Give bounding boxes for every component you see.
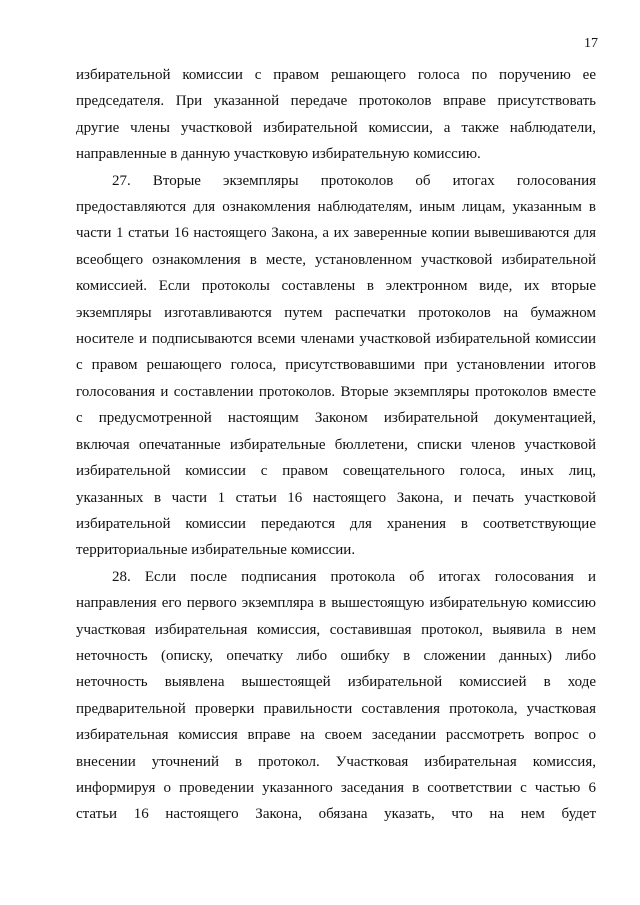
text-line: 28. Если после подписания протокола об итогах голосования и xyxy=(112,568,596,585)
text-line: неточность выявлена вышестоящей избирательной комиссией в ходе xyxy=(76,674,596,691)
text-line: председателя. При указанной передаче протоколов вправе присутствовать xyxy=(76,93,596,110)
text-line: части 1 статьи 16 настоящего Закона, а их заверенные копии вывешиваются для xyxy=(76,225,596,242)
paragraph-continuation xyxy=(76,62,596,168)
text-line: избирательной комиссии с правом совещательного голоса, иных лиц, xyxy=(76,463,596,480)
text-line: направленные в данную участковую избирательную комиссию. xyxy=(76,146,481,163)
text-line: всеобщего ознакомления в месте, установленном участковой избирательной xyxy=(76,251,596,268)
text-line: комиссией. Если протоколы составлены в электронном виде, их вторые xyxy=(76,278,596,295)
text-line: с предусмотренной настоящим Законом избирательной документацией, xyxy=(76,410,596,427)
text-line: статьи 16 настоящего Закона, обязана указать, что на нем будет xyxy=(76,806,596,823)
text-line: включая опечатанные избирательные бюллетени, списки членов участковой xyxy=(76,436,596,453)
text-line: избирательной комиссии передаются для хранения в соответствующие xyxy=(76,515,596,532)
page-number: 17 xyxy=(584,36,598,51)
text-line: избирательная комиссия вправе на своем заседании рассмотреть вопрос о xyxy=(76,727,596,744)
text-line: внесении уточнений в протокол. Участковая избирательная комиссия, xyxy=(76,753,596,770)
text-line: неточность (описку, опечатку либо ошибку в сложении данных) либо xyxy=(76,647,596,664)
text-line: направления его первого экземпляра в вышестоящую избирательную комиссию xyxy=(76,595,596,612)
text-line: избирательной комиссии с правом решающего голоса по поручению ее xyxy=(76,67,596,83)
text-line: голосования и составлении протоколов. Вторые экземпляры протоколов вместе xyxy=(76,383,596,400)
text-line: информируя о проведении указанного заседания в соответствии с частью 6 xyxy=(76,779,596,796)
paragraph-27 xyxy=(76,168,596,564)
text-line: другие члены участковой избирательной комиссии, а также наблюдатели, xyxy=(76,119,596,136)
text-line: предварительной проверки правильности составления протокола, участковая xyxy=(76,700,596,717)
text-line: носителе и подписываются всеми членами участковой избирательной комиссии xyxy=(76,331,596,348)
text-line: 27. Вторые экземпляры протоколов об итогах голосования xyxy=(112,172,596,189)
text-line: участковая избирательная комиссия, составившая протокол, выявила в нем xyxy=(76,621,596,638)
text-line: территориальные избирательные комиссии. xyxy=(76,542,356,559)
text-line: указанных в части 1 статьи 16 настоящего Закона, и печать участковой xyxy=(76,489,596,506)
paragraph-28 xyxy=(76,564,596,828)
text-line: с правом решающего голоса, присутствовавшими при установлении итогов xyxy=(76,357,596,374)
document-body xyxy=(76,62,596,828)
text-line: предоставляются для ознакомления наблюдателям, иным лицам, указанным в xyxy=(76,199,596,216)
text-line: экземпляры изготавливаются путем распечатки протоколов на бумажном xyxy=(76,304,596,321)
